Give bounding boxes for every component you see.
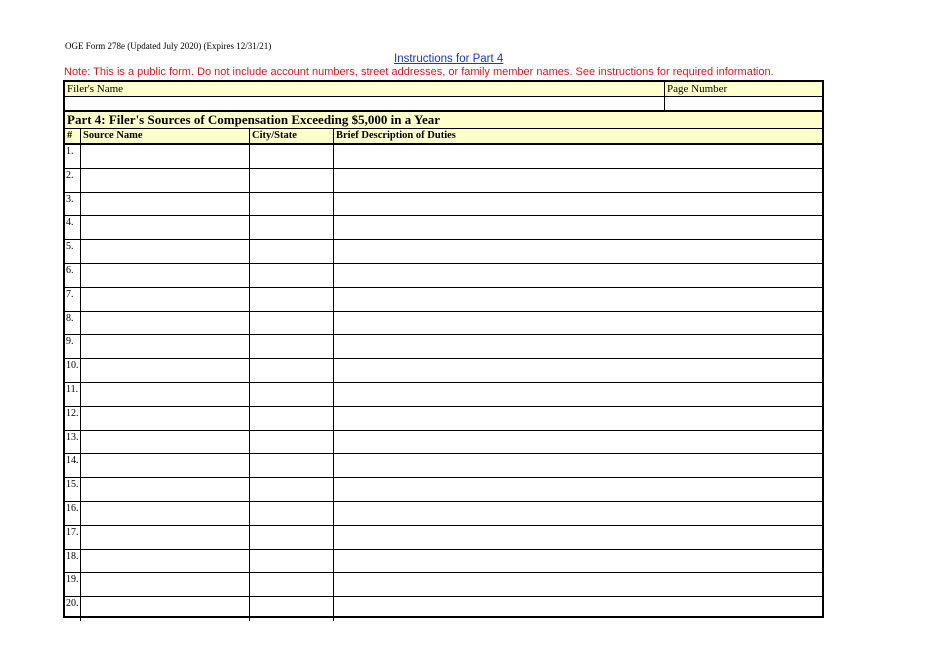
row-number: 5. [65,240,81,263]
table-row [65,454,822,478]
source-name-field[interactable] [81,478,250,501]
duties-description-field[interactable] [334,193,822,216]
city-state-field[interactable] [250,312,334,335]
source-name-field[interactable] [81,573,250,596]
duties-description-field[interactable] [334,335,822,358]
table-row [65,597,822,621]
table-row [65,431,822,455]
source-name-field[interactable] [81,240,250,263]
column-header-description: Brief Description of Duties [334,129,822,143]
row-number: 17. [65,526,81,549]
city-state-field[interactable] [250,478,334,501]
city-state-field[interactable] [250,193,334,216]
source-name-field[interactable] [81,550,250,573]
entry-rows [65,145,822,621]
row-number: 9. [65,335,81,358]
source-name-field[interactable] [81,216,250,239]
row-number: 14. [65,454,81,477]
city-state-field[interactable] [250,216,334,239]
source-name-field[interactable] [81,502,250,525]
table-row [65,550,822,574]
row-number: 12. [65,407,81,430]
page-number-label: Page Number [664,82,822,112]
duties-description-field[interactable] [334,550,822,573]
table-row [65,335,822,359]
filer-name-field[interactable] [65,97,664,111]
source-name-field[interactable] [81,407,250,430]
city-state-field[interactable] [250,359,334,382]
table-row [65,312,822,336]
city-state-field[interactable] [250,240,334,263]
city-state-field[interactable] [250,335,334,358]
row-number: 4. [65,216,81,239]
table-row [65,288,822,312]
source-name-field[interactable] [81,597,250,621]
source-name-field[interactable] [81,264,250,287]
duties-description-field[interactable] [334,240,822,263]
source-name-field[interactable] [81,359,250,382]
row-number: 6. [65,264,81,287]
row-number: 8. [65,312,81,335]
row-number: 2. [65,169,81,192]
city-state-field[interactable] [250,145,334,168]
table-row [65,240,822,264]
duties-description-field[interactable] [334,216,822,239]
duties-description-field[interactable] [334,431,822,454]
row-number: 3. [65,193,81,216]
city-state-field[interactable] [250,288,334,311]
city-state-field[interactable] [250,597,334,621]
row-number: 19. [65,573,81,596]
row-number: 7. [65,288,81,311]
duties-description-field[interactable] [334,407,822,430]
source-name-field[interactable] [81,288,250,311]
column-header-number: # [65,129,81,143]
city-state-field[interactable] [250,264,334,287]
page-number-field[interactable] [664,97,822,111]
row-number: 10. [65,359,81,382]
duties-description-field[interactable] [334,145,822,168]
row-number: 13. [65,431,81,454]
filer-name-label: Filer's Name [67,83,124,95]
table-row [65,383,822,407]
duties-description-field[interactable] [334,169,822,192]
table-row [65,407,822,431]
column-header-city-state: City/State [250,129,334,143]
city-state-field[interactable] [250,502,334,525]
row-number: 15. [65,478,81,501]
table-row [65,359,822,383]
city-state-field[interactable] [250,431,334,454]
instructions-link[interactable]: Instructions for Part 4 [394,53,504,65]
column-header-source-name: Source Name [81,129,250,143]
city-state-field[interactable] [250,526,334,549]
source-name-field[interactable] [81,383,250,406]
public-note: Note: This is a public form. Do not include account numbers, street addresses, or family member names. See instructions for required information. [64,66,774,78]
city-state-field[interactable] [250,169,334,192]
row-number: 1. [65,145,81,168]
table-row [65,526,822,550]
row-number: 20. [65,597,81,621]
row-number: 18. [65,550,81,573]
city-state-field[interactable] [250,573,334,596]
duties-description-field[interactable] [334,573,822,596]
city-state-field[interactable] [250,454,334,477]
table-row [65,193,822,217]
duties-description-field[interactable] [334,597,822,621]
city-state-field[interactable] [250,407,334,430]
table-row [65,169,822,193]
table-row [65,478,822,502]
table-row [65,573,822,597]
duties-description-field[interactable] [334,478,822,501]
duties-description-field[interactable] [334,264,822,287]
table-row [65,502,822,526]
source-name-field[interactable] [81,193,250,216]
table-row [65,264,822,288]
duties-description-field[interactable] [334,288,822,311]
source-name-field[interactable] [81,431,250,454]
duties-description-field[interactable] [334,359,822,382]
duties-description-field[interactable] [334,526,822,549]
duties-description-field[interactable] [334,454,822,477]
duties-description-field[interactable] [334,312,822,335]
duties-description-field[interactable] [334,383,822,406]
source-name-field[interactable] [81,145,250,168]
source-name-field[interactable] [81,454,250,477]
table-row [65,216,822,240]
source-name-field[interactable] [81,526,250,549]
city-state-field[interactable] [250,550,334,573]
form-frame [63,80,824,618]
part-title: Part 4: Filer's Sources of Compensation Exceeding $5,000 in a Year [65,112,822,129]
city-state-field[interactable] [250,383,334,406]
row-number: 16. [65,502,81,525]
duties-description-field[interactable] [334,502,822,525]
source-name-field[interactable] [81,312,250,335]
table-row [65,145,822,169]
source-name-field[interactable] [81,169,250,192]
source-name-field[interactable] [81,335,250,358]
row-number: 11. [65,383,81,406]
form-id: OGE Form 278e (Updated July 2020) (Expires 12/31/21) [65,41,272,51]
